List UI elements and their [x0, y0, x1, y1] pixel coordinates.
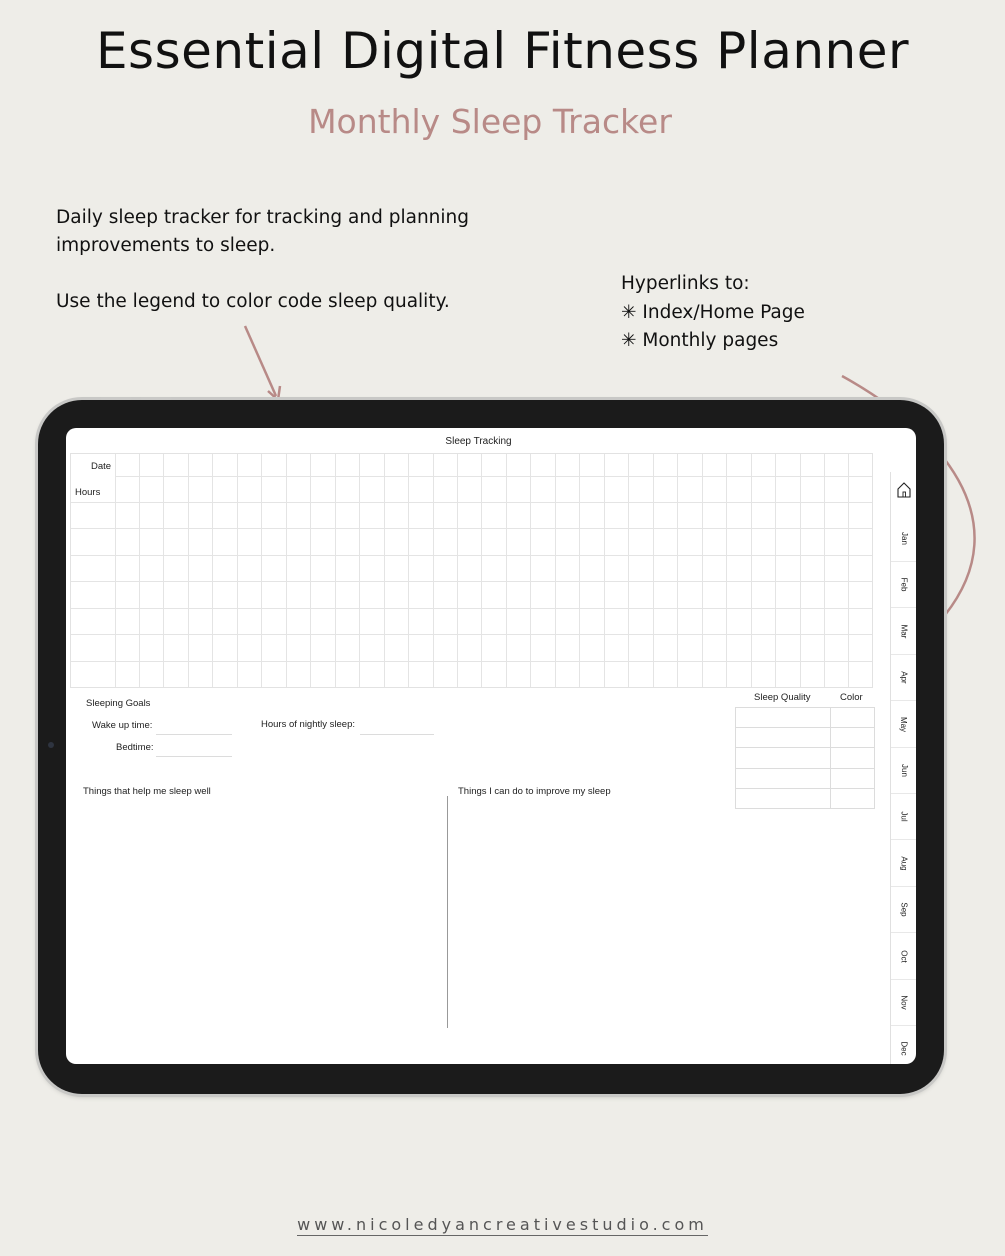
grid-column-line — [677, 454, 678, 687]
footer-url[interactable]: www.nicoledyancreativestudio.com — [297, 1215, 708, 1234]
grid-row-line — [71, 502, 872, 503]
wake-up-label: Wake up time: — [92, 720, 153, 731]
tab-month-label: Mar — [899, 624, 909, 639]
hyperlink-item: ✳ Monthly pages — [621, 330, 779, 351]
description-line: Daily sleep tracker for tracking and planning — [56, 207, 469, 228]
grid-column-line — [530, 454, 531, 687]
tab-month-dec[interactable] — [891, 1026, 916, 1064]
grid-column-line — [506, 454, 507, 687]
tab-month-label: Jun — [899, 764, 909, 777]
tab-month-label: Oct — [899, 949, 909, 963]
grid-column-line — [579, 454, 580, 687]
grid-column-line — [261, 454, 262, 687]
grid-column-line — [408, 454, 409, 687]
grid-column-line — [188, 454, 189, 687]
page-subtitle: Monthly Sleep Tracker — [308, 102, 672, 141]
description-line: Use the legend to color code sleep quality. — [56, 291, 450, 312]
tab-month-label: Jan — [899, 532, 909, 545]
grid-column-line — [604, 454, 605, 687]
bedtime-field[interactable] — [156, 756, 232, 757]
grid-row-line — [71, 581, 872, 582]
tablet-device — [38, 400, 944, 1094]
month-tab-sidebar — [890, 472, 916, 1064]
grid-column-line — [286, 454, 287, 687]
color-label: Color — [840, 692, 863, 703]
grid-column-line — [555, 454, 556, 687]
tab-month-label: Feb — [899, 577, 909, 592]
legend-quality-cell[interactable] — [736, 748, 831, 768]
grid-column-line — [481, 454, 482, 687]
legend-row — [736, 728, 875, 748]
wake-up-field[interactable] — [156, 734, 232, 735]
legend-row — [736, 708, 875, 728]
grid-column-line — [824, 454, 825, 687]
description-line: improvements to sleep. — [56, 235, 276, 256]
grid-column-line — [335, 454, 336, 687]
improve-sleep-label: Things I can do to improve my sleep — [458, 786, 611, 797]
hours-label: Hours — [75, 487, 101, 498]
grid-column-line — [163, 454, 164, 687]
grid-row-line — [71, 555, 872, 556]
tab-month-label: May — [899, 716, 909, 732]
tab-month-nov[interactable] — [891, 980, 916, 1026]
grid-row-line — [71, 608, 872, 609]
tab-month-label: Dec — [899, 1041, 909, 1057]
grid-column-line — [310, 454, 311, 687]
tab-month-jul[interactable] — [891, 794, 916, 840]
grid-column-line — [628, 454, 629, 687]
legend-quality-cell[interactable] — [736, 768, 831, 788]
legend-color-cell[interactable] — [831, 768, 875, 788]
star-bullet-icon: ✳ — [621, 330, 637, 351]
sleeping-goals-label: Sleeping Goals — [86, 698, 151, 709]
legend-row — [736, 768, 875, 788]
legend-quality-cell[interactable] — [736, 728, 831, 748]
tab-month-jan[interactable] — [891, 516, 916, 562]
tab-month-label: Nov — [899, 995, 909, 1010]
tab-month-apr[interactable] — [891, 655, 916, 701]
legend-row — [736, 788, 875, 808]
nightly-sleep-field[interactable] — [360, 734, 434, 735]
grid-column-line — [751, 454, 752, 687]
pointer-arrow — [245, 326, 276, 396]
grid-row-line — [115, 476, 872, 477]
volume-button — [100, 397, 132, 400]
grid-column-line — [237, 454, 238, 687]
grid-column-line — [212, 454, 213, 687]
legend-quality-cell[interactable] — [736, 788, 831, 808]
planner-screen — [66, 428, 916, 1064]
legend-quality-cell[interactable] — [736, 708, 831, 728]
date-label: Date — [91, 461, 112, 472]
grid-column-line — [384, 454, 385, 687]
hyperlink-item: ✳ Index/Home Page — [621, 301, 805, 323]
sleep-quality-legend — [735, 707, 875, 809]
nightly-sleep-label: Hours of nightly sleep: — [261, 719, 355, 730]
tab-month-mar[interactable] — [891, 609, 916, 655]
legend-color-cell[interactable] — [831, 788, 875, 808]
planner-title: Sleep Tracking — [445, 436, 512, 447]
grid-column-line — [775, 454, 776, 687]
grid-row-line — [71, 661, 872, 662]
grid-column-line — [726, 454, 727, 687]
grid-row-line — [71, 634, 872, 635]
star-bullet-icon: ✳ — [621, 301, 637, 323]
grid-column-line — [115, 454, 116, 687]
grid-column-line — [653, 454, 654, 687]
tab-month-aug[interactable] — [891, 841, 916, 887]
tab-month-oct[interactable] — [891, 934, 916, 980]
hyperlinks-heading: Hyperlinks to: — [621, 273, 750, 294]
tab-month-label: Jul — [899, 811, 909, 823]
page-title: Essential Digital Fitness Planner — [95, 22, 910, 80]
help-sleep-label: Things that help me sleep well — [83, 786, 211, 797]
home-icon[interactable] — [897, 482, 911, 498]
section-divider — [447, 796, 448, 1028]
legend-row — [736, 748, 875, 768]
bedtime-label: Bedtime: — [116, 742, 154, 753]
grid-column-line — [702, 454, 703, 687]
sleep-quality-label: Sleep Quality — [754, 692, 811, 703]
tab-month-label: Aug — [899, 856, 909, 871]
grid-column-line — [800, 454, 801, 687]
grid-column-line — [359, 454, 360, 687]
grid-column-line — [457, 454, 458, 687]
camera-dot — [48, 742, 54, 748]
tab-month-sep[interactable] — [891, 887, 916, 933]
grid-column-line — [433, 454, 434, 687]
grid-column-line — [139, 454, 140, 687]
legend-color-cell[interactable] — [831, 748, 875, 768]
legend-color-cell[interactable] — [831, 728, 875, 748]
tab-month-label: Apr — [899, 671, 909, 684]
grid-row-line — [71, 528, 872, 529]
tab-month-may[interactable] — [891, 702, 916, 748]
grid-column-line — [848, 454, 849, 687]
sleep-tracking-grid[interactable] — [70, 453, 873, 688]
tab-month-jun[interactable] — [891, 748, 916, 794]
volume-button — [140, 397, 172, 400]
tab-month-feb[interactable] — [891, 562, 916, 608]
tab-month-label: Sep — [899, 902, 909, 917]
legend-color-cell[interactable] — [831, 708, 875, 728]
